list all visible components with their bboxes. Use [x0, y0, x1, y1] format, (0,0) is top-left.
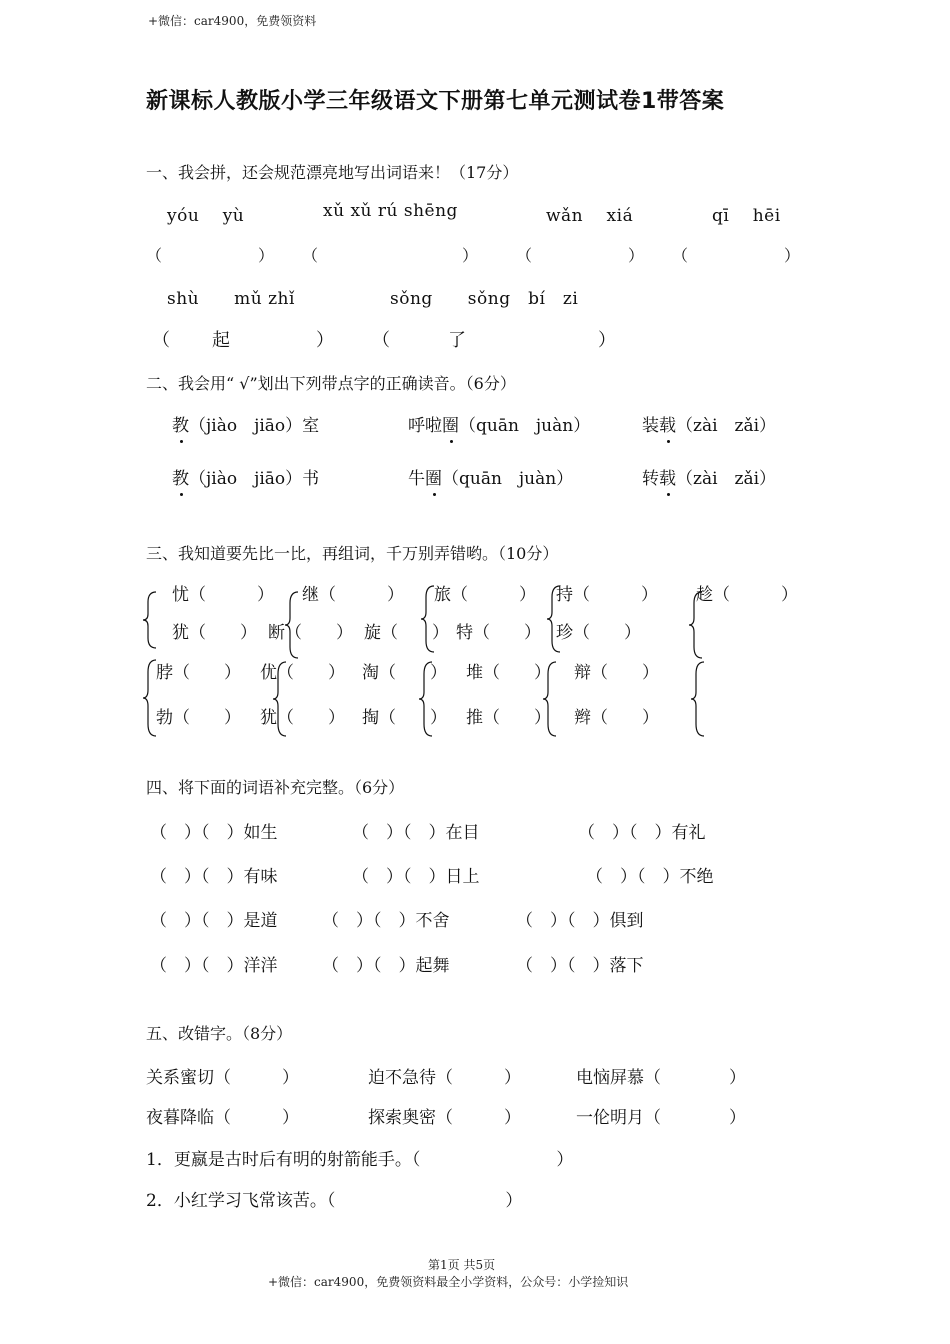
answer-blank[interactable]: （ ）	[146, 246, 275, 265]
section5-heading: 五、改错字。（8分）	[146, 1024, 293, 1043]
typo-item[interactable]: 一伦明月（ ）	[576, 1108, 746, 1128]
pronunciation-item[interactable]: 教（jiào jiāo）室	[172, 416, 320, 436]
idiom-blank[interactable]: （ ）（ ）日上	[352, 867, 480, 887]
word-blank[interactable]: 犹（ ）	[260, 708, 345, 728]
brace-icon	[690, 660, 706, 738]
word-blank[interactable]: 掏（ ）	[362, 708, 447, 728]
dotted-char: 圈	[425, 469, 442, 489]
word-blank[interactable]: 持（ ）	[556, 585, 658, 605]
dotted-char: 教	[172, 416, 189, 436]
given-char: 起	[212, 330, 230, 351]
idiom-blank[interactable]: （ ）（ ）有味	[150, 867, 278, 887]
typo-item[interactable]: 夜暮降临（ ）	[146, 1108, 299, 1128]
header-note: +微信：car4900，免费领资料	[148, 14, 317, 28]
dotted-char: 圈	[442, 416, 459, 436]
dotted-char: 载	[659, 469, 676, 489]
section3-heading: 三、我知道要先比一比，再组词，千万别弄错哟。（10分）	[146, 544, 559, 563]
typo-item[interactable]: 电恼屏慕（ ）	[576, 1068, 746, 1088]
word-blank[interactable]: 淘（ ）	[362, 663, 447, 683]
close-paren: ）	[598, 330, 616, 351]
word-blank[interactable]: 优（ ）	[260, 663, 345, 683]
word-blank[interactable]: 继（ ）	[302, 585, 404, 605]
pinyin: qī hēi	[712, 206, 781, 226]
answer-blank[interactable]: （ ）	[302, 246, 479, 265]
word-blank[interactable]: 特（ ）	[456, 623, 541, 643]
sentence-item[interactable]: 2．小红学习飞常该苦。（ ）	[146, 1191, 523, 1211]
typo-item[interactable]: 关系蜜切（ ）	[146, 1068, 299, 1088]
brace-icon	[142, 590, 158, 650]
word-blank[interactable]: 珍（ ）	[556, 623, 641, 643]
idiom-blank[interactable]: （ ）（ ）俱到	[516, 911, 644, 931]
pinyin: xǔ xǔ rú shēng	[323, 201, 458, 221]
open-paren: （	[372, 330, 390, 351]
page-title: 新课标人教版小学三年级语文下册第七单元测试卷1带答案	[146, 89, 725, 114]
idiom-blank[interactable]: （ ）（ ）是道	[150, 911, 278, 931]
word-blank[interactable]: 趁（ ）	[696, 585, 798, 605]
idiom-blank[interactable]: （ ）（ ）不绝	[586, 867, 714, 887]
word-blank[interactable]: 辫（ ）	[574, 708, 659, 728]
answer-blank[interactable]: （ ）	[672, 246, 801, 265]
answer-blank[interactable]: （ ）	[516, 246, 645, 265]
dotted-char: 载	[659, 416, 676, 436]
section1-heading: 一、我会拼，还会规范漂亮地写出词语来！（17分）	[146, 163, 519, 182]
word-blank[interactable]: 辩（ ）	[574, 663, 659, 683]
close-paren: ）	[316, 330, 334, 351]
word-blank[interactable]: 忧（ ）	[172, 585, 274, 605]
footer-note: +微信：car4900，免费领资料最全小学资料，公众号：小学捡知识	[268, 1275, 629, 1289]
pinyin: yóu yù	[167, 206, 245, 226]
pronunciation-item[interactable]: 教（jiào jiāo）书	[172, 469, 320, 489]
word-blank[interactable]: 勃（ ）	[156, 708, 241, 728]
idiom-blank[interactable]: （ ）（ ）在目	[352, 823, 480, 843]
word-blank[interactable]: 脖（ ）	[156, 663, 241, 683]
idiom-blank[interactable]: （ ）（ ）不舍	[322, 911, 450, 931]
idiom-blank[interactable]: （ ）（ ）起舞	[322, 956, 450, 976]
pinyin: sǒng sǒng bí zi	[390, 289, 579, 309]
word-blank[interactable]: 堆（ ）	[466, 663, 551, 683]
pronunciation-item[interactable]: 呼啦圈（quān juàn）	[408, 416, 591, 436]
sentence-item[interactable]: 1．更嬴是古时后有明的射箭能手。（ ）	[146, 1150, 574, 1170]
word-blank[interactable]: 旋（ ）	[364, 623, 449, 643]
idiom-blank[interactable]: （ ）（ ）有礼	[578, 823, 706, 843]
typo-item[interactable]: 探索奥密（ ）	[368, 1108, 521, 1128]
word-blank[interactable]: 断（ ）	[268, 623, 353, 643]
typo-item[interactable]: 迫不急待（ ）	[368, 1068, 521, 1088]
section2-heading: 二、我会用“ √”划出下列带点字的正确读音。（6分）	[146, 374, 516, 393]
dotted-char: 教	[172, 469, 189, 489]
word-blank[interactable]: 旅（ ）	[434, 585, 536, 605]
idiom-blank[interactable]: （ ）（ ）落下	[516, 956, 644, 976]
pronunciation-item[interactable]: 牛圈（quān juàn）	[408, 469, 574, 489]
pronunciation-item[interactable]: 转载（zài zǎi）	[642, 469, 777, 489]
section4-heading: 四、将下面的词语补充完整。（6分）	[146, 778, 405, 797]
open-paren: （	[152, 330, 170, 351]
pronunciation-item[interactable]: 装载（zài zǎi）	[642, 416, 777, 436]
pinyin: shù mǔ zhǐ	[167, 289, 295, 309]
page-number: 第1页 共5页	[428, 1258, 496, 1272]
idiom-blank[interactable]: （ ）（ ）如生	[150, 823, 278, 843]
word-blank[interactable]: 推（ ）	[466, 708, 551, 728]
given-char: 了	[448, 330, 466, 351]
idiom-blank[interactable]: （ ）（ ）洋洋	[150, 956, 278, 976]
pinyin: wǎn xiá	[546, 206, 634, 226]
word-blank[interactable]: 犹（ ）	[172, 623, 257, 643]
